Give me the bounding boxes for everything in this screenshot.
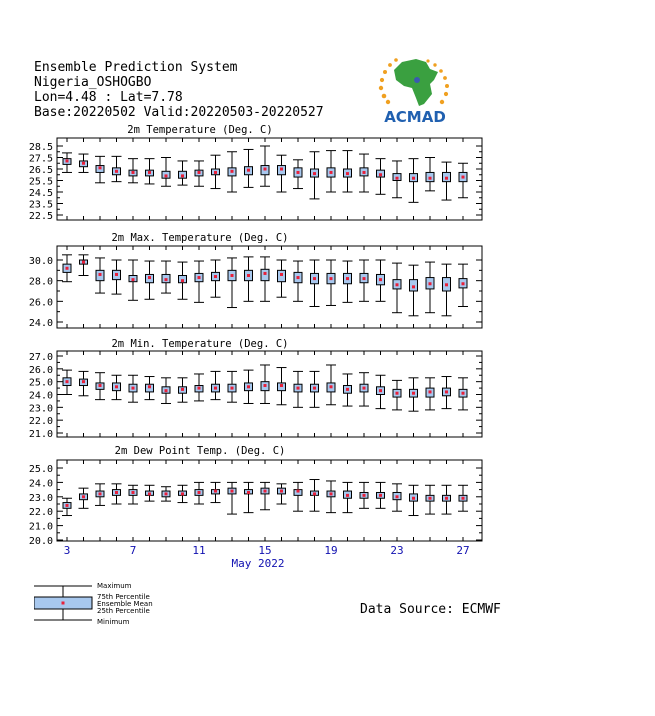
mean-marker (247, 169, 250, 172)
mean-marker (247, 385, 250, 388)
legend-mean: Ensemble Mean (97, 600, 153, 608)
mean-marker (99, 492, 102, 495)
y-tick-label: 21.0 (28, 429, 53, 440)
station-name: Nigeria_OSHOGBO (34, 75, 152, 90)
panel-frame (57, 138, 482, 220)
y-tick-label: 23.0 (28, 492, 53, 504)
mean-marker (148, 171, 151, 174)
legend-p75: 75th Percentile (97, 593, 150, 601)
mean-marker (429, 390, 432, 393)
x-axis-month-label: May 2022 (231, 557, 285, 570)
mean-marker (379, 173, 382, 176)
mean-marker (330, 492, 333, 495)
x-tick-label: 7 (129, 544, 137, 557)
base-valid-dates: Base:20220502 Valid:20220503-20220527 (34, 105, 324, 120)
mean-marker (396, 495, 399, 498)
mean-marker (99, 384, 102, 387)
mean-marker (346, 172, 349, 175)
mean-marker (297, 276, 300, 279)
mean-marker (297, 171, 300, 174)
mean-marker (231, 170, 234, 173)
mean-marker (115, 170, 118, 173)
mean-marker (148, 385, 151, 388)
mean-marker (165, 278, 168, 281)
mean-marker (462, 176, 465, 179)
percentile-box (261, 269, 269, 280)
y-tick-label: 27.5 (28, 153, 53, 165)
panel-frame (57, 351, 482, 437)
mean-marker (231, 274, 234, 277)
mean-marker (396, 177, 399, 180)
y-tick-label: 30.0 (28, 256, 53, 267)
mean-marker (214, 171, 217, 174)
mean-marker (181, 279, 184, 282)
legend-mean-marker (62, 602, 65, 605)
mean-marker (445, 283, 448, 286)
mean-marker (247, 274, 250, 277)
legend-labels (97, 583, 153, 626)
y-tick-label: 26.5 (28, 165, 53, 176)
y-tick-label: 23.0 (28, 403, 53, 415)
legend-p25: 25th Percentile (97, 607, 150, 615)
mean-marker (297, 490, 300, 493)
mean-marker (379, 278, 382, 281)
legend-minimum: Minimum (97, 618, 130, 626)
mean-marker (462, 497, 465, 500)
y-tick-label: 24.0 (28, 318, 53, 329)
mean-marker (198, 276, 201, 279)
mean-marker (412, 177, 415, 180)
mean-marker (363, 494, 366, 497)
x-tick-label: 27 (456, 544, 470, 557)
y-tick-label: 23.5 (28, 199, 53, 211)
panel-title: 2m Min. Temperature (Deg. C) (111, 338, 289, 350)
mean-marker (462, 282, 465, 285)
mean-marker (462, 392, 465, 395)
mean-marker (264, 384, 267, 387)
mean-marker (313, 492, 316, 495)
mean-marker (429, 282, 432, 285)
mean-marker (396, 283, 399, 286)
mean-marker (165, 492, 168, 495)
mean-marker (214, 387, 217, 390)
mean-marker (82, 495, 85, 498)
mean-marker (363, 277, 366, 280)
mean-marker (231, 490, 234, 493)
mean-marker (379, 494, 382, 497)
x-tick-label: 19 (324, 544, 338, 557)
mean-marker (214, 490, 217, 493)
mean-marker (429, 177, 432, 180)
mean-marker (181, 388, 184, 391)
mean-marker (280, 168, 283, 171)
mean-marker (264, 272, 267, 275)
mean-marker (82, 380, 85, 383)
mean-marker (148, 276, 151, 279)
x-tick-label: 23 (390, 544, 404, 557)
y-tick-label: 22.0 (28, 416, 53, 428)
mean-marker (66, 380, 69, 383)
mean-marker (313, 172, 316, 175)
mean-marker (297, 387, 300, 390)
mean-marker (363, 387, 366, 390)
mean-marker (165, 174, 168, 177)
y-tick-label: 25.0 (28, 464, 53, 475)
logo-text: ACMAD (384, 108, 446, 126)
mean-marker (82, 162, 85, 165)
y-tick-label: 25.5 (28, 176, 53, 188)
y-tick-label: 24.0 (28, 478, 53, 490)
mean-marker (346, 277, 349, 280)
mean-marker (280, 490, 283, 493)
y-tick-label: 27.0 (28, 352, 53, 363)
x-tick-label: 3 (63, 544, 71, 557)
mean-marker (66, 267, 69, 270)
station-coordinates: Lon=4.48 : Lat=7.78 (34, 90, 183, 105)
panel-title: 2m Temperature (Deg. C) (127, 124, 273, 136)
mean-marker (330, 171, 333, 174)
mean-marker (330, 277, 333, 280)
mean-marker (264, 490, 267, 493)
mean-marker (132, 278, 135, 281)
percentile-box (278, 270, 286, 281)
mean-marker (412, 392, 415, 395)
mean-marker (66, 504, 69, 507)
mean-marker (132, 387, 135, 390)
mean-marker (99, 273, 102, 276)
mean-marker (280, 384, 283, 387)
y-tick-label: 20.0 (28, 536, 53, 547)
mean-marker (247, 491, 250, 494)
mean-marker (313, 387, 316, 390)
mean-marker (181, 174, 184, 177)
mean-marker (231, 387, 234, 390)
mean-marker (363, 171, 366, 174)
mean-marker (280, 273, 283, 276)
system-title: Ensemble Prediction System (34, 60, 238, 75)
mean-marker (445, 390, 448, 393)
panel-title: 2m Max. Temperature (Deg. C) (111, 232, 289, 244)
mean-marker (379, 389, 382, 392)
mean-marker (346, 494, 349, 497)
y-tick-label: 26.0 (28, 297, 53, 309)
mean-marker (412, 497, 415, 500)
y-tick-label: 24.0 (28, 390, 53, 402)
panel-title: 2m Dew Point Temp. (Deg. C) (114, 445, 286, 457)
y-tick-label: 21.0 (28, 521, 53, 533)
y-tick-label: 28.0 (28, 276, 53, 288)
mean-marker (115, 385, 118, 388)
x-tick-label: 11 (192, 544, 206, 557)
mean-marker (115, 491, 118, 494)
mean-marker (198, 387, 201, 390)
mean-marker (429, 497, 432, 500)
mean-marker (214, 275, 217, 278)
mean-marker (148, 492, 151, 495)
mean-marker (445, 177, 448, 180)
data-source-label: Data Source: ECMWF (360, 602, 501, 617)
legend-maximum: Maximum (97, 582, 132, 590)
y-tick-label: 22.5 (28, 211, 53, 222)
y-tick-label: 24.5 (28, 188, 53, 199)
mean-marker (198, 171, 201, 174)
mean-marker (66, 159, 69, 162)
mean-marker (346, 388, 349, 391)
mean-marker (313, 277, 316, 280)
mean-marker (396, 392, 399, 395)
x-tick-label: 15 (258, 544, 272, 557)
mean-marker (412, 285, 415, 288)
mean-marker (181, 492, 184, 495)
y-tick-label: 26.0 (28, 364, 53, 376)
mean-marker (132, 491, 135, 494)
y-tick-label: 22.0 (28, 507, 53, 519)
mean-marker (264, 168, 267, 171)
mean-marker (115, 273, 118, 276)
mean-marker (99, 166, 102, 169)
mean-marker (445, 497, 448, 500)
mean-marker (165, 389, 168, 392)
mean-marker (132, 171, 135, 174)
percentile-box (410, 280, 418, 291)
panel-frame (57, 460, 482, 541)
mean-marker (198, 491, 201, 494)
y-tick-label: 28.5 (28, 142, 53, 153)
y-tick-label: 25.0 (28, 377, 53, 389)
mean-marker (330, 385, 333, 388)
mean-marker (82, 261, 85, 264)
